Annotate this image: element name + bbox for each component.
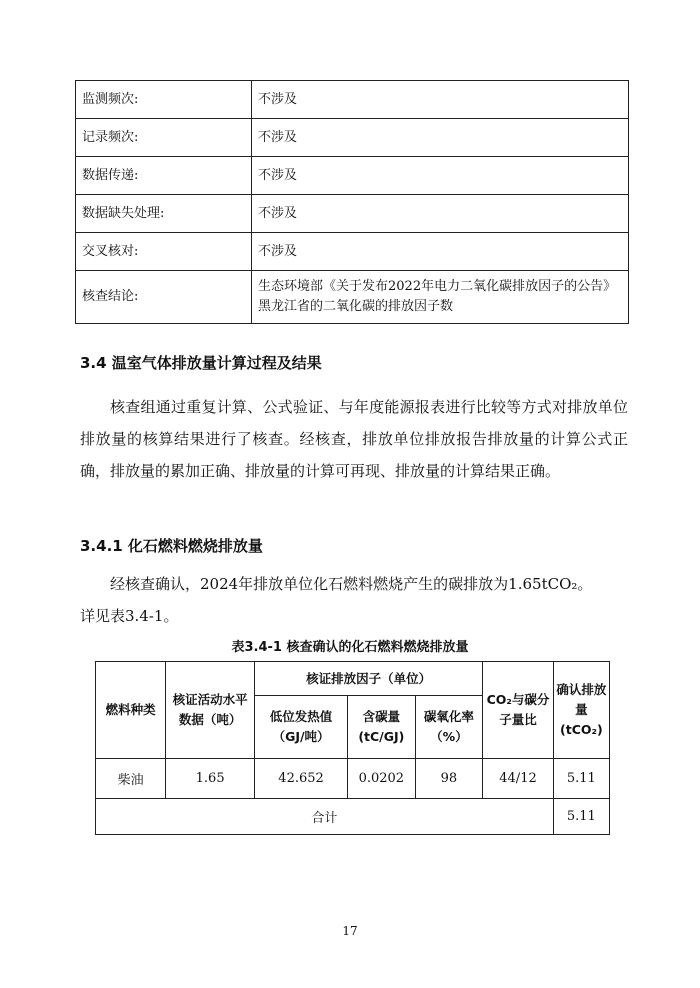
section-heading-3-4: 3.4 温室气体排放量计算过程及结果 (80, 354, 322, 372)
cell-ncv: 42.652 (255, 759, 348, 799)
cell-carbon: 0.0202 (348, 759, 415, 799)
cell-oxidation: 98 (415, 759, 483, 799)
header-fuel-type: 燃料种类 (96, 662, 166, 759)
header-activity-data: 核证活动水平数据（吨） (166, 662, 255, 759)
row-label: 交叉核对: (76, 233, 252, 271)
header-factor-group: 核证排放因子（单位） (255, 662, 483, 696)
table-row (96, 759, 610, 799)
row-value: 不涉及 (252, 195, 629, 233)
cell-emission: 5.11 (553, 759, 609, 799)
row-label: 记录频次: (76, 119, 252, 157)
section-3-4-1-paragraph-line2: 详见表3.4-1。 (80, 607, 179, 625)
table-row (76, 81, 629, 119)
header-row (96, 662, 610, 696)
total-row (96, 799, 610, 835)
page-number: 17 (342, 924, 358, 938)
row-value: 不涉及 (252, 233, 629, 271)
cell-ratio: 44/12 (483, 759, 553, 799)
table-row (76, 233, 629, 271)
section-heading-3-4-1: 3.4.1 化石燃料燃烧排放量 (80, 537, 263, 555)
table-row (76, 195, 629, 233)
cell-fuel: 柴油 (96, 759, 166, 799)
table-row (76, 157, 629, 195)
header-confirmed-emission: 确认排放量(tCO₂) (553, 662, 609, 759)
header-oxidation-rate: 碳氧化率（%） (415, 696, 483, 759)
row-label: 监测频次: (76, 81, 252, 119)
header-carbon-content: 含碳量(tC/GJ) (348, 696, 415, 759)
total-value: 5.11 (553, 799, 609, 835)
row-value: 不涉及 (252, 157, 629, 195)
section-3-4-paragraph: 核查组通过重复计算、公式验证、与年度能源报表进行比较等方式对排放单位排放量的核算结果进行了核查。经核查，排放单位排放报告排放量的计算公式正确，排放量的累加正确、排放量的计算可再现、排放量的计算结果正确。 (80, 398, 628, 480)
table-row (76, 271, 629, 324)
row-label: 核查结论: (76, 271, 252, 324)
verification-info-table (75, 80, 629, 324)
row-value: 生态环境部《关于发布2022年电力二氧化碳排放因子的公告》黑龙江省的二氧化碳的排放因子数 (252, 271, 629, 324)
table-caption: 表3.4-1 核查确认的化石燃料燃烧排放量 (231, 640, 469, 655)
row-label: 数据传递: (76, 157, 252, 195)
emission-table (95, 661, 610, 835)
total-label: 合计 (96, 799, 554, 835)
table-row (76, 119, 629, 157)
header-co2-ratio: CO₂与碳分子量比 (483, 662, 553, 759)
row-label: 数据缺失处理: (76, 195, 252, 233)
row-value: 不涉及 (252, 81, 629, 119)
header-ncv: 低位发热值（GJ/吨） (255, 696, 348, 759)
row-value: 不涉及 (252, 119, 629, 157)
cell-activity: 1.65 (166, 759, 255, 799)
section-3-4-1-paragraph-line1: 经核查确认，2024年排放单位化石燃料燃烧产生的碳排放为1.65tCO₂。 (110, 575, 593, 593)
